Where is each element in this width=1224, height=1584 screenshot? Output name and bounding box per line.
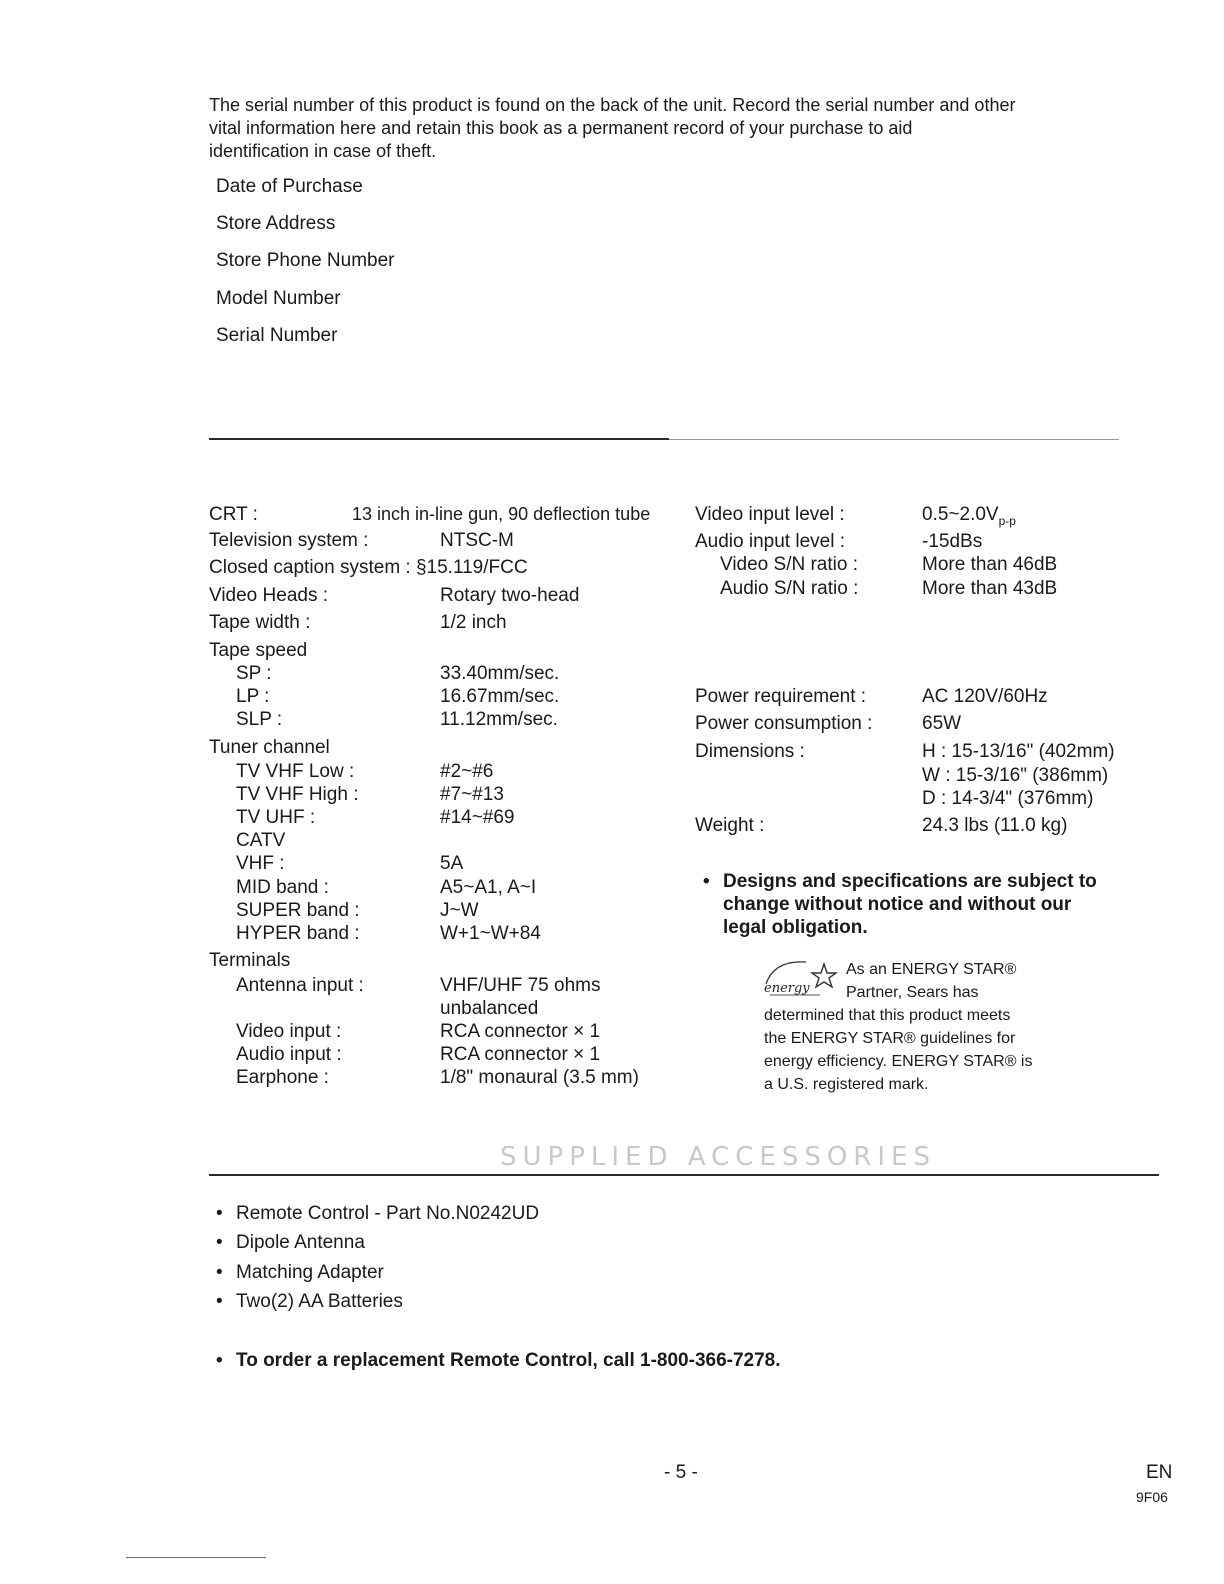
energy-line: determined that this product meets	[764, 1007, 1011, 1024]
spec-hyper-label: HYPER band :	[236, 923, 360, 944]
spec-closed-caption: Closed caption system : §15.119/FCC	[209, 557, 528, 578]
spec-slp-label: SLP :	[236, 709, 283, 730]
bullet-icon: •	[703, 871, 710, 892]
spec-video-input-label: Video input :	[236, 1021, 342, 1042]
spec-audio-sn-label: Audio S/N ratio :	[720, 578, 859, 599]
spec-dimension-h: H : 15-13/16" (402mm)	[922, 741, 1115, 762]
spec-super-value: J~W	[440, 900, 479, 921]
intro-paragraph	[209, 94, 1169, 163]
spec-sp-label: SP :	[236, 663, 272, 684]
spec-sp-value: 33.40mm/sec.	[440, 663, 560, 684]
spec-vhf-high-value: #7~#13	[440, 784, 504, 805]
link-underline[interactable]	[126, 1557, 266, 1558]
spec-hyper-value: W+1~W+84	[440, 923, 541, 944]
accessory-item	[216, 1203, 539, 1225]
accessory-item	[216, 1262, 384, 1284]
intro-line: identification in case of theft.	[209, 141, 437, 161]
section-divider	[209, 438, 669, 440]
energy-logo-text: energy	[764, 981, 810, 996]
field-model-number: Model Number	[216, 288, 341, 309]
page-number: - 5 -	[664, 1462, 698, 1483]
spec-dimension-w: W : 15-3/16" (386mm)	[922, 765, 1109, 786]
document-code: 9F06	[1136, 1489, 1168, 1505]
spec-power-cons-value: 65W	[922, 713, 962, 734]
spec-crt-value: 13 inch in-line gun, 90 deflection tube	[352, 504, 651, 524]
energy-line: As an ENERGY STAR®	[846, 961, 1017, 978]
spec-tv-system-label: Television system :	[209, 530, 369, 551]
bullet-icon: •	[216, 1232, 223, 1253]
spec-crt-label: CRT :	[209, 504, 258, 525]
spec-tuner-label: Tuner channel	[209, 737, 330, 758]
order-text: To order a replacement Remote Control, call 1-800-366-7278.	[236, 1350, 781, 1371]
spec-antenna-value-2: unbalanced	[440, 998, 539, 1019]
design-change-note	[703, 870, 1163, 939]
spec-audio-sn-value: More than 43dB	[922, 578, 1058, 599]
spec-audio-input-value: RCA connector × 1	[440, 1044, 601, 1065]
bullet-icon: •	[216, 1203, 223, 1224]
field-date-of-purchase: Date of Purchase	[216, 176, 363, 197]
accessories-divider	[209, 1174, 1159, 1176]
spec-audio-level-label: Audio input level :	[695, 531, 845, 552]
spec-weight-value: 24.3 lbs (11.0 kg)	[922, 815, 1068, 836]
note-line: legal obligation.	[723, 917, 868, 938]
spec-tape-width-label: Tape width :	[209, 612, 311, 633]
spec-mid-label: MID band :	[236, 877, 329, 898]
spec-vhf-low-label: TV VHF Low :	[236, 761, 355, 782]
energy-line: the ENERGY STAR® guidelines for	[764, 1030, 1016, 1047]
energy-star-statement	[764, 958, 1084, 1096]
spec-antenna-label: Antenna input :	[236, 975, 364, 996]
spec-video-level-value	[922, 503, 1016, 533]
language-code: EN	[1146, 1462, 1173, 1483]
note-line	[703, 870, 1163, 893]
spec-vhf-value: 5A	[440, 853, 464, 874]
spec-earphone-label: Earphone :	[236, 1067, 329, 1088]
field-store-phone: Store Phone Number	[216, 250, 395, 271]
spec-dimension-d: D : 14-3/4" (376mm)	[922, 788, 1094, 809]
energy-line: Partner, Sears has	[846, 984, 979, 1001]
spec-video-level-sub: p-p	[998, 513, 1016, 528]
spec-tv-system-value: NTSC-M	[440, 530, 514, 551]
accessory-text: Remote Control - Part No.N0242UD	[236, 1203, 540, 1224]
accessories-heading: SUPPLIED ACCESSORIES	[500, 1142, 936, 1172]
intro-line: vital information here and retain this book as a permanent record of your purchase to aid	[209, 118, 913, 138]
spec-slp-value: 11.12mm/sec.	[440, 709, 558, 730]
accessory-item	[216, 1232, 365, 1254]
accessory-item	[216, 1291, 403, 1313]
bullet-icon: •	[216, 1350, 223, 1371]
note-text: Designs and specifications are subject to	[723, 871, 1097, 892]
spec-lp-label: LP :	[236, 686, 270, 707]
spec-vhf-low-value: #2~#6	[440, 761, 494, 782]
intro-line: The serial number of this product is found on the back of the unit. Record the serial number and other	[209, 95, 1016, 115]
spec-audio-level-value: -15dBs	[922, 531, 983, 552]
spec-weight-label: Weight :	[695, 815, 765, 836]
bullet-icon: •	[216, 1291, 223, 1312]
accessory-text: Dipole Antenna	[236, 1232, 365, 1253]
spec-power-req-value: AC 120V/60Hz	[922, 686, 1048, 707]
field-store-address: Store Address	[216, 213, 336, 234]
spec-uhf-label: TV UHF :	[236, 807, 316, 828]
energy-line: energy efficiency. ENERGY STAR® is	[764, 1053, 1033, 1070]
spec-video-level-number: 0.5~2.0V	[922, 504, 999, 525]
spec-tape-width-value: 1/2 inch	[440, 612, 507, 633]
spec-catv-label: CATV	[236, 830, 286, 851]
spec-tape-speed-label: Tape speed	[209, 640, 308, 661]
energy-line: a U.S. registered mark.	[764, 1076, 929, 1093]
spec-video-level-label: Video input level :	[695, 504, 845, 525]
spec-video-sn-value: More than 46dB	[922, 554, 1058, 575]
spec-earphone-value: 1/8" monaural (3.5 mm)	[440, 1067, 639, 1088]
spec-audio-input-label: Audio input :	[236, 1044, 342, 1065]
spec-video-heads-label: Video Heads :	[209, 585, 329, 606]
note-line: change without notice and without our	[723, 894, 1072, 915]
spec-super-label: SUPER band :	[236, 900, 360, 921]
order-replacement-note	[216, 1350, 781, 1372]
accessory-text: Two(2) AA Batteries	[236, 1291, 403, 1312]
spec-video-input-value: RCA connector × 1	[440, 1021, 601, 1042]
spec-vhf-label: VHF :	[236, 853, 285, 874]
spec-antenna-value: VHF/UHF 75 ohms	[440, 975, 601, 996]
spec-video-heads-value: Rotary two-head	[440, 585, 580, 606]
field-serial-number: Serial Number	[216, 325, 338, 346]
section-divider-faint	[669, 439, 1119, 440]
spec-video-sn-label: Video S/N ratio :	[720, 554, 859, 575]
bullet-icon: •	[216, 1262, 223, 1283]
spec-power-cons-label: Power consumption :	[695, 713, 873, 734]
spec-mid-value: A5~A1, A~I	[440, 877, 537, 898]
spec-power-req-label: Power requirement :	[695, 686, 867, 707]
spec-lp-value: 16.67mm/sec.	[440, 686, 560, 707]
spec-vhf-high-label: TV VHF High :	[236, 784, 359, 805]
spec-uhf-value: #14~#69	[440, 807, 515, 828]
spec-terminals-label: Terminals	[209, 950, 291, 971]
accessory-text: Matching Adapter	[236, 1262, 384, 1283]
spec-dimensions-label: Dimensions :	[695, 741, 805, 762]
